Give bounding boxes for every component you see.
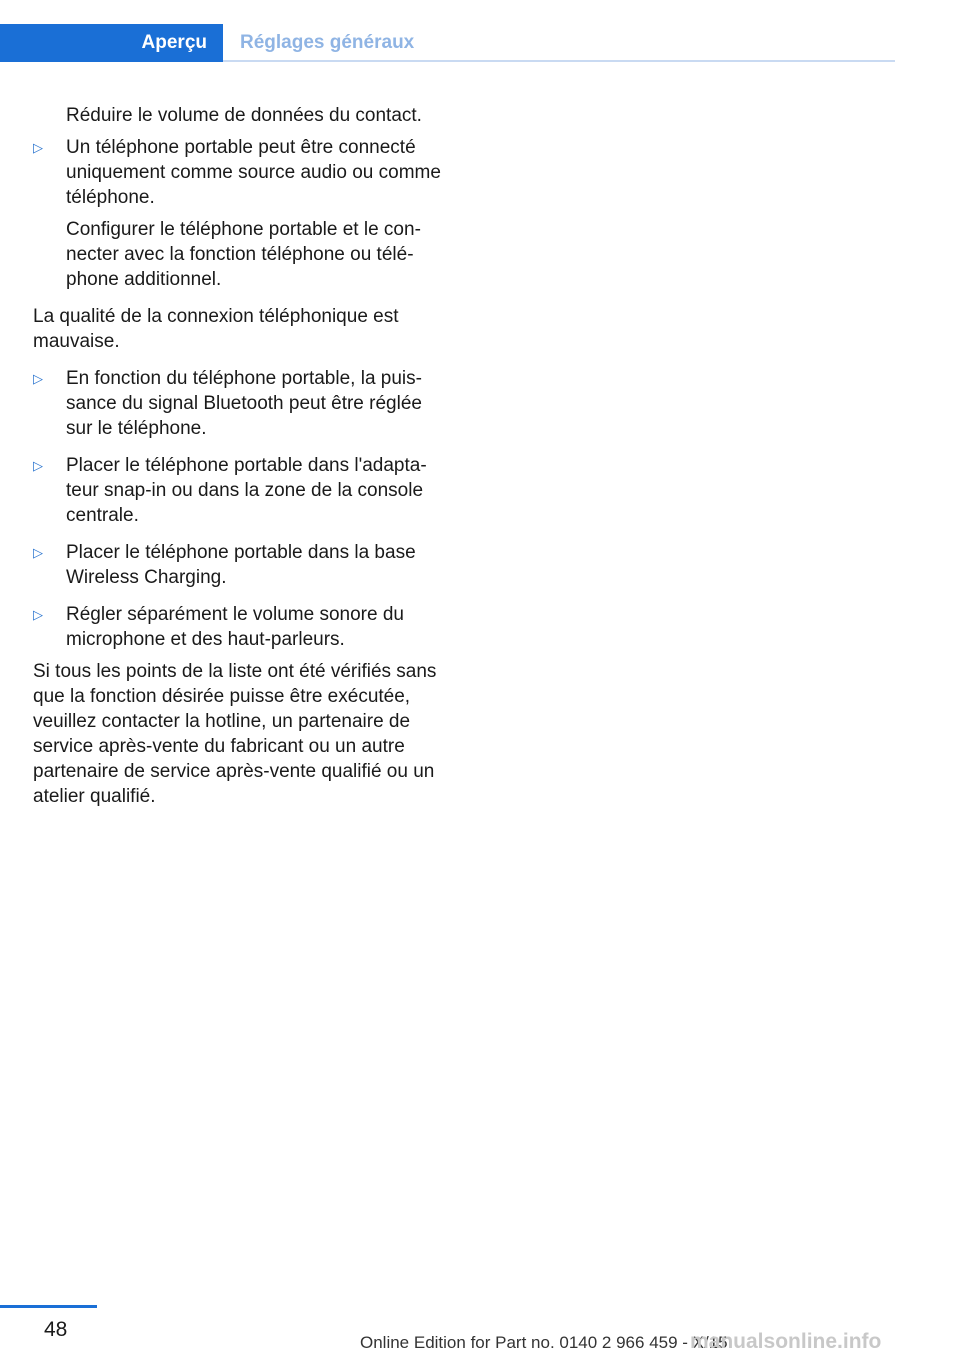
- bullet-item: [33, 366, 448, 441]
- closing-paragraph: Si tous les points de la liste ont été vérifiés sans que la fonction désirée puisse être exécutée, veuillez contacter la hotline, un partenaire de service après-vente du fabricant ou un autre partenaire de service après-vente qualifié ou un atelier qualifié.: [33, 661, 437, 807]
- triangle-bullet-icon: ▷: [33, 371, 43, 386]
- header-rule: [223, 60, 895, 62]
- intro-line: Réduire le volume de données du contact.: [66, 105, 422, 126]
- edition-note: Online Edition for Part no. 0140 2 966 459 - X/15: [360, 1333, 728, 1352]
- bullet-text: Placer le téléphone portable dans l'adaptateur snap-in ou dans la zone de la console centrale.: [66, 455, 427, 526]
- bullet-text: Placer le téléphone portable dans la base Wireless Charging.: [66, 542, 416, 588]
- triangle-bullet-icon: ▷: [33, 458, 43, 473]
- bullet-text: Un téléphone portable peut être connecté uniquement comme source audio ou comme téléphone.: [66, 137, 441, 208]
- page-content: [33, 103, 448, 816]
- bullet-item: [33, 135, 448, 210]
- bullet-item: [33, 453, 448, 528]
- triangle-bullet-icon: ▷: [33, 140, 43, 155]
- watermark: manualsonline.info: [690, 1330, 882, 1353]
- bullet-item: [33, 602, 448, 652]
- page-number: 48: [44, 1318, 68, 1341]
- bullet-follow-text: Configurer le téléphone portable et le connecter avec la fonction téléphone ou téléphone additionnel.: [66, 219, 421, 290]
- bullet-text: Régler séparément le volume sonore du microphone et des haut-parleurs.: [66, 604, 404, 650]
- header-section-title: Réglages généraux: [240, 32, 415, 53]
- footer-rule: [0, 1305, 97, 1308]
- triangle-bullet-icon: ▷: [33, 545, 43, 560]
- header-tab-overview: Aperçu: [0, 24, 223, 62]
- bullet-item: [33, 540, 448, 590]
- page-header: [0, 0, 960, 64]
- bullet-text: En fonction du téléphone portable, la puissance du signal Bluetooth peut être réglée sur le téléphone.: [66, 368, 422, 439]
- problem-heading: La qualité de la connexion téléphonique est mauvaise.: [33, 306, 399, 352]
- triangle-bullet-icon: ▷: [33, 607, 43, 622]
